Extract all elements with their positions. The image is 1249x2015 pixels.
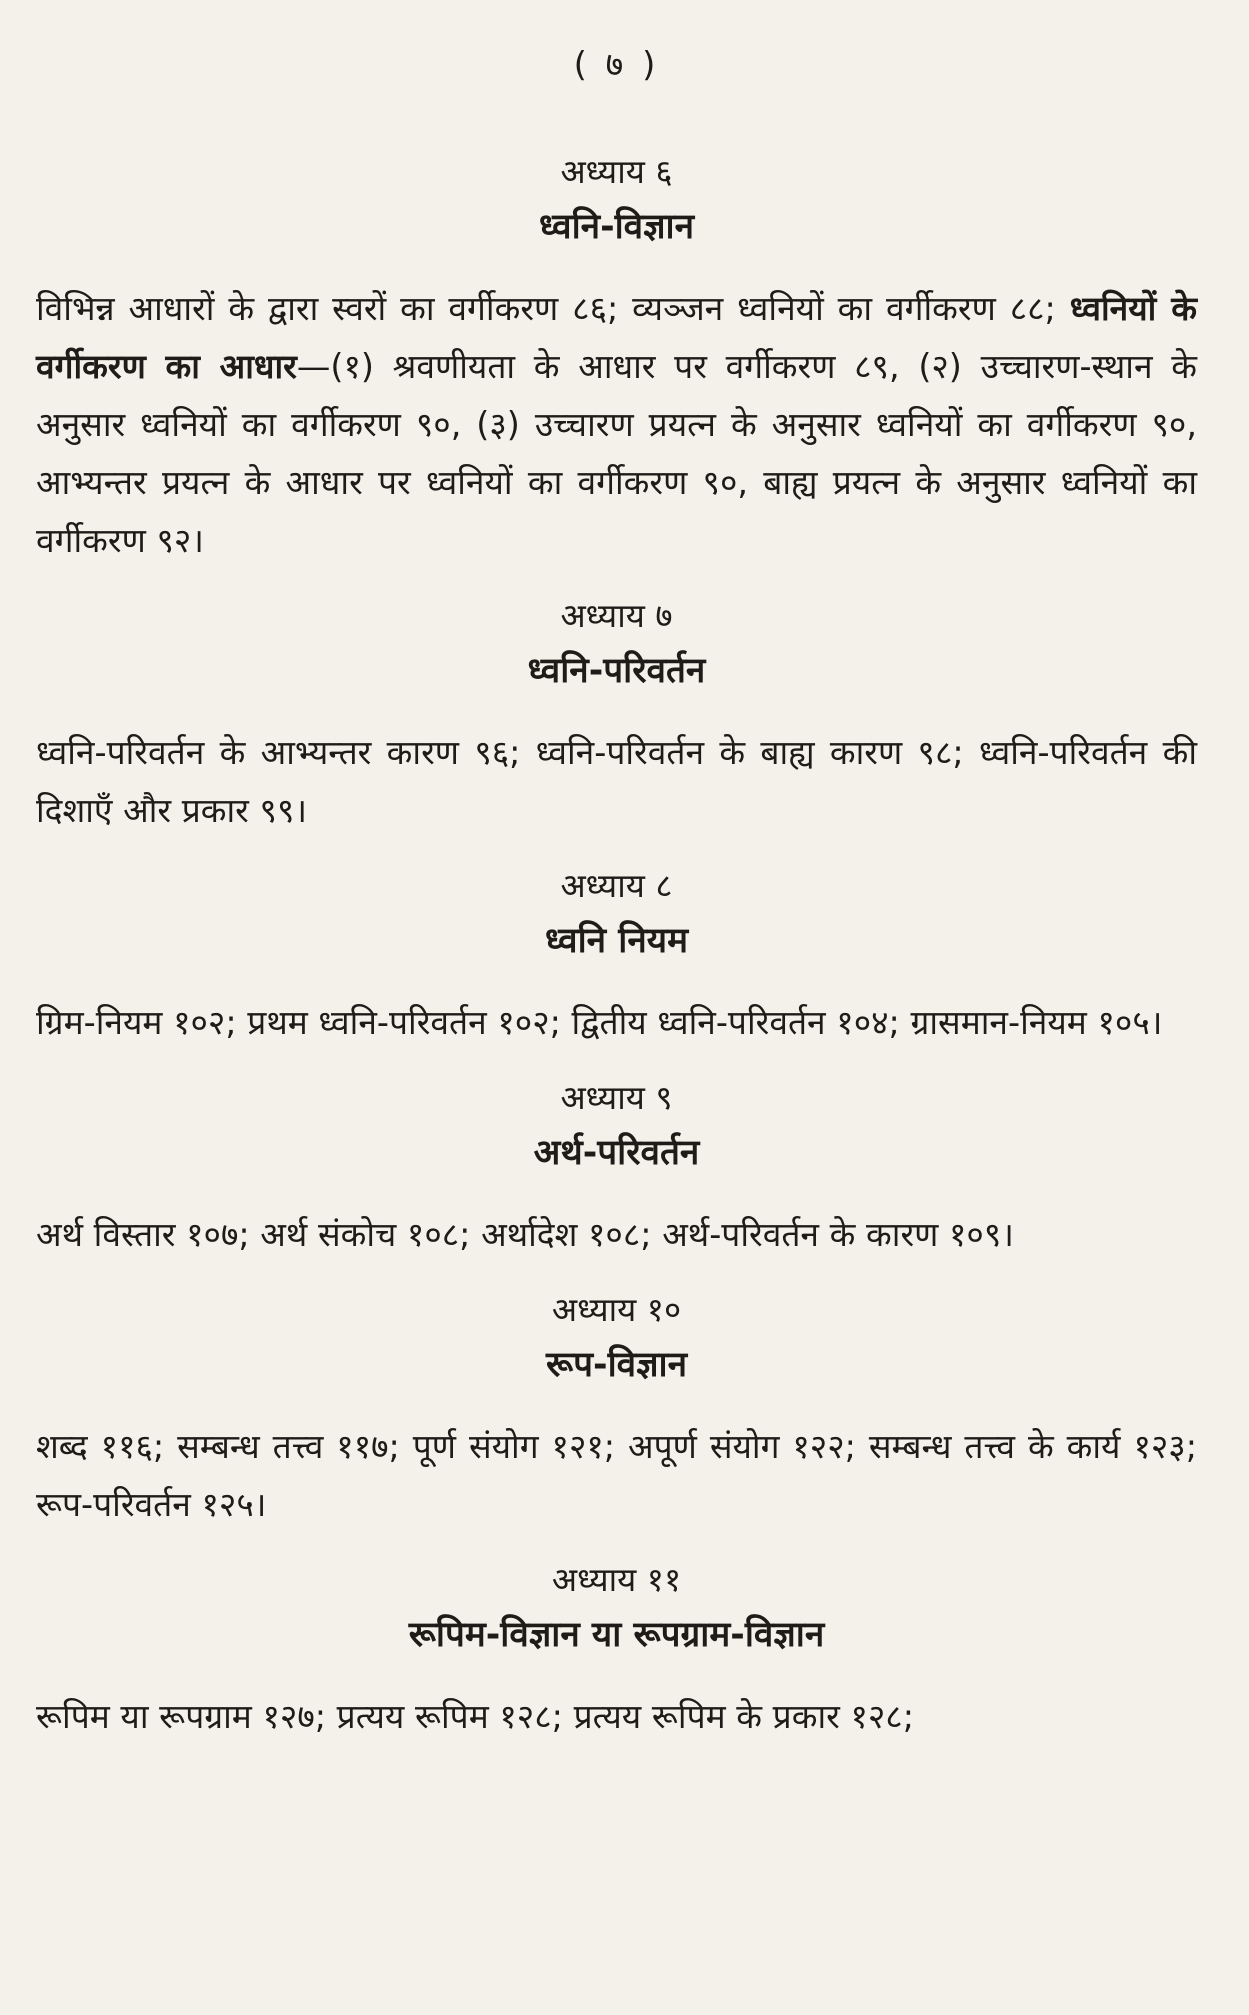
chapter-contents: रूपिम या रूपग्राम १२७; प्रत्यय रूपिम १२८; प्रत्यय रूपिम के प्रकार १२८; xyxy=(36,1697,915,1736)
chapter-8 xyxy=(36,862,1197,1052)
chapter-contents xyxy=(36,280,1197,570)
chapter-contents: शब्द ११६; सम्बन्ध तत्त्व ११७; पूर्ण संयोग १२१; अपूर्ण संयोग १२२; सम्बन्ध तत्त्व के कार्य १२३; रूप-परिवर्तन १२५। xyxy=(36,1427,1197,1524)
chapter-title: रूप-विज्ञान xyxy=(545,1345,688,1385)
chapter-label: अध्याय ८ xyxy=(560,866,673,905)
chapter-title: ध्वनि-परिवर्तन xyxy=(527,651,706,691)
page-number: ( ७ ) xyxy=(573,45,660,85)
chapter-contents: ग्रिम-नियम १०२; प्रथम ध्वनि-परिवर्तन १०२; द्वितीय ध्वनि-परिवर्तन १०४; ग्रासमान-नियम १०५। xyxy=(36,1003,1163,1042)
chapter-11 xyxy=(36,1556,1197,1746)
contents-text-part: —(१) श्रवणीयता के आधार पर वर्गीकरण ८९, (२) उच्चारण-स्थान के अनुसार ध्वनियों का वर्गीकरण ९०, (३) उच्चारण प्रयत्न के अनुसार ध्वनियों का वर्गीकरण ९०, आभ्यन्तर प्रयत्न के आधार पर ध्वनियों का वर्गीकरण ९०, बाह्य प्रयत्न के अनुसार ध्वनियों का वर्गीकरण ९२। xyxy=(36,347,1198,560)
contents-bold-heading: ध्वनियों के वर्गीकरण का आधार xyxy=(36,289,1197,386)
chapter-label: अध्याय ७ xyxy=(560,596,673,635)
chapter-9 xyxy=(36,1074,1197,1264)
chapter-contents: ध्वनि-परिवर्तन के आभ्यन्तर कारण ९६; ध्वनि-परिवर्तन के बाह्य कारण ९८; ध्वनि-परिवर्तन की दिशाएँ और प्रकार ९९। xyxy=(36,733,1197,830)
chapter-title: ध्वनि नियम xyxy=(544,921,688,961)
contents-text-part: विभिन्न आधारों के द्वारा स्वरों का वर्गीकरण ८६; व्यञ्जन ध्वनियों का वर्गीकरण ८८; xyxy=(36,289,1070,328)
chapter-label: अध्याय ९ xyxy=(560,1078,673,1117)
chapter-title: ध्वनि-विज्ञान xyxy=(538,207,695,247)
chapter-10 xyxy=(36,1286,1197,1534)
chapter-label: अध्याय ११ xyxy=(551,1560,682,1599)
chapter-title: अर्थ-परिवर्तन xyxy=(533,1133,700,1173)
chapter-label: अध्याय १० xyxy=(551,1290,682,1329)
chapter-7 xyxy=(36,592,1197,840)
chapter-title: रूपिम-विज्ञान या रूपग्राम-विज्ञान xyxy=(408,1615,825,1655)
chapter-6 xyxy=(36,148,1197,570)
chapter-label: अध्याय ६ xyxy=(560,152,673,191)
chapter-contents: अर्थ विस्तार १०७; अर्थ संकोच १०८; अर्थादेश १०८; अर्थ-परिवर्तन के कारण १०९। xyxy=(36,1215,1014,1254)
